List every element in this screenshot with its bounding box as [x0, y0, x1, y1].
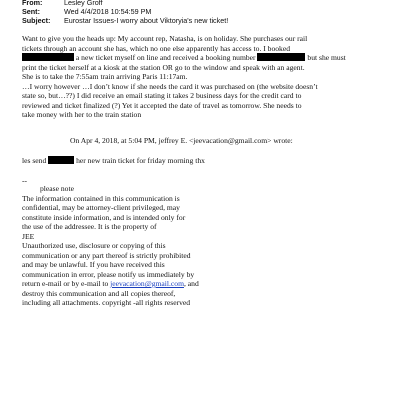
- redaction-bar: [257, 53, 305, 61]
- subject-label: Subject:: [22, 16, 51, 25]
- body-line: state so, but…??) I did receive an email stating it takes 2 business days for the credit card to: [22, 91, 302, 100]
- sent-row: [22, 7, 151, 16]
- disclaimer-line: communication or any part thereof is strictly prohibited: [22, 250, 191, 260]
- sent-label: Sent:: [22, 7, 40, 16]
- subject-row: [22, 16, 228, 25]
- disclaimer-line: JEE: [22, 231, 35, 241]
- redaction-bar: [48, 156, 74, 164]
- disclaimer-line: confidential, may be attorney-client privileged, may: [22, 203, 180, 212]
- disclaimer-line: and may be unlawful. If you have received this: [22, 260, 165, 269]
- body-line: a new ticket myself on line and received a booking number but she must: [22, 53, 346, 62]
- subject-value: Eurostar Issues-I worry about Viktoryia's new ticket!: [64, 16, 229, 25]
- sent-value: Wed 4/4/2018 10:54:59 PM: [64, 7, 152, 16]
- disclaimer-line: the use of the addressee. It is the property of: [22, 222, 157, 231]
- quote-intro: On Apr 4, 2018, at 5:04 PM, jeffrey E. <jeevacation@gmail.com> wrote:: [70, 136, 293, 145]
- disclaimer-line: including all attachments. copyright -all rights reserved: [22, 298, 191, 307]
- body-line: She is to take the 7:55am train arriving Paris 11:17am.: [22, 72, 188, 81]
- quote-message-line: les send her new train ticket for friday morning thx: [22, 156, 205, 165]
- body-line: take money with her to the train station: [22, 110, 142, 119]
- signature-separator: --: [22, 176, 28, 185]
- body-line: …I worry however …I don’t know if she needs the card it was purchased on (the website doesn’t: [22, 81, 318, 91]
- email-link[interactable]: jeevacation@gmail.com: [110, 279, 184, 288]
- disclaimer-line: constitute inside information, and is intended only for: [22, 212, 186, 222]
- disclaimer-line: communication in error, please notify us immediately by: [22, 269, 195, 279]
- from-row: [22, 0, 103, 7]
- from-label: From:: [22, 0, 43, 7]
- please-note: please note: [40, 184, 74, 193]
- body-line: tickets through an account she has, which no one else apparently has access to. I booked: [22, 43, 291, 53]
- body-line: reviewed and ticket finalized (?) Yet it accepted the date of travel as tomorrow. She needs to: [22, 100, 302, 110]
- body-line: Want to give you the heads up: My account rep, Natasha, is on holiday. She purchases our rail: [22, 34, 308, 43]
- from-value: Lesley Groff: [64, 0, 103, 7]
- body-line: print the ticket herself at a kiosk at the station OR go to the window and speak with an agent.: [22, 62, 305, 72]
- disclaimer-line: The information contained in this communication is: [22, 193, 180, 203]
- disclaimer-line: Unauthorized use, disclosure or copying of this: [22, 241, 166, 250]
- disclaimer-line: return e-mail or by e-mail to jeevacation@gmail.com, and: [22, 279, 199, 288]
- redaction-bar: [22, 53, 74, 61]
- disclaimer-line: destroy this communication and all copies thereof,: [22, 288, 176, 298]
